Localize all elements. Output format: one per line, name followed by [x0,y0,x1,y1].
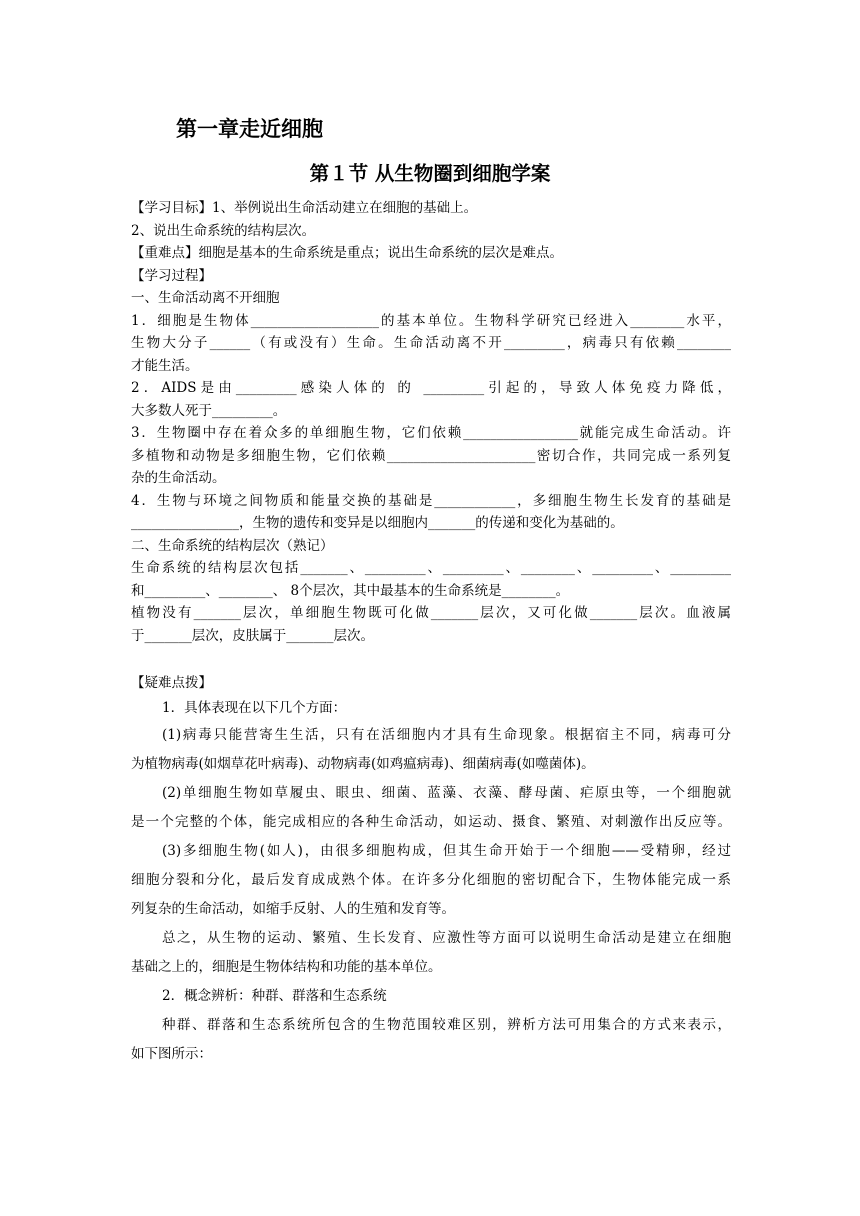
multicellular-paragraph-line-1: (3)多细胞生物(如人)，由很多细胞构成，但其生命开始于一个细胞——受精卵，经过 [162,842,731,859]
levels-line-3: 植物没有_______层次，单细胞生物既可化做_______层次，又可化做_______层次。血液属 [131,605,731,621]
part-one-heading: 一、生命活动离不开细胞 [131,290,280,306]
difficulty-heading: 【疑难点拨】 [131,675,212,691]
summary-line-2: 基础之上的，细胞是生物体结构和功能的基本单位。 [131,958,442,975]
key-points-line: 【重难点】细胞是基本的生命系统是重点；说出生命系统的层次是难点。 [131,245,563,261]
learning-process-heading: 【学习过程】 [131,267,212,284]
question-4-line-1: 4．生物与环境之间物质和能量交换的基础是____________，多细胞生物生长发育的基础是 [131,492,731,509]
concept-paragraph-line-1: 种群、群落和生态系统所包含的生物范围较难区别，辨析方法可用集合的方式来表示， [162,1016,731,1033]
multicellular-paragraph-line-2: 细胞分裂和分化，最后发育成成熟个体。在许多分化细胞的密切配合下，生物体能完成一系 [131,871,731,888]
question-2-line-2: 大多数人死于_________。 [131,402,287,419]
question-3-line-1: 3．生物圈中存在着众多的单细胞生物，它们依赖_________________就能完成生命活动。许 [131,425,731,441]
question-1-line-2: 生物大分子______（有或没有）生命。生命活动离不开_________，病毒只有依赖________ [131,335,731,351]
question-3-line-2: 多植物和动物是多细胞生物，它们依赖______________________密切合作，共同完成一系列复 [131,447,731,464]
study-plan-body [131,197,731,647]
question-4-line-2: ________________，生物的遗传和变异是以细胞内_______的传递和变化为基础的。 [131,515,624,531]
question-1-line-1: 1．细胞是生物体___________________的基本单位。生物科学研究已经进入________水平， [131,312,731,329]
difficulty-section [131,672,731,1069]
part-two-heading: 二、生命系统的结构层次（熟记） [131,537,334,554]
question-3-line-3: 杂的生命活动。 [131,470,226,486]
learning-goals-line: 【学习目标】1、举例说出生命活动建立在细胞的基础上。 [131,200,478,216]
difficulty-item-2: 2．概念辨析：种群、群落和生态系统 [162,987,387,1004]
levels-line-4: 于_______层次，皮肤属于_______层次。 [131,627,374,644]
unicellular-paragraph-line-2: 是一个完整的个体，能完成相应的各种生命活动，如运动、摄食、繁殖、对刺激作出反应等。 [131,813,731,830]
concept-paragraph-line-2: 如下图所示： [131,1045,212,1062]
learning-goals-line-2: 2、说出生命系统的结构层次。 [131,222,316,239]
section-title: 第１节 从生物圈到细胞学案 [309,162,551,185]
levels-line-1: 生命系统的结构层次包括_______、_________、_________、________、_________、_________ [131,560,731,576]
unicellular-paragraph-line-1: (2)单细胞生物如草履虫、眼虫、细菌、蓝藻、衣藻、酵母菌、疟原虫等，一个细胞就 [162,784,731,801]
question-1-line-3: 才能生活。 [131,357,199,374]
virus-paragraph-line-1: (1)病毒只能营寄生生活，只有在活细胞内才具有生命现象。根据宿主不同，病毒可分 [162,726,731,743]
multicellular-paragraph-line-3: 列复杂的生命活动，如缩手反射、人的生殖和发育等。 [131,900,455,917]
question-2-line-1: 2．AIDS是由_________感染人体的 的 _________引起的，导致人体免疫力降低， [131,380,731,396]
summary-line-1: 总之，从生物的运动、繁殖、生长发育、应激性等方面可以说明生命活动是建立在细胞 [162,929,731,946]
levels-line-2: 和_________、________、 8个层次，其中最基本的生命系统是________。 [131,582,570,599]
virus-paragraph-line-2: 为植物病毒(如烟草花叶病毒)、动物病毒(如鸡瘟病毒)、细菌病毒(如噬菌体)。 [131,755,595,772]
chapter-title: 第一章走近细胞 [176,117,323,141]
difficulty-item-1: 1．具体表现在以下几个方面： [162,699,347,716]
